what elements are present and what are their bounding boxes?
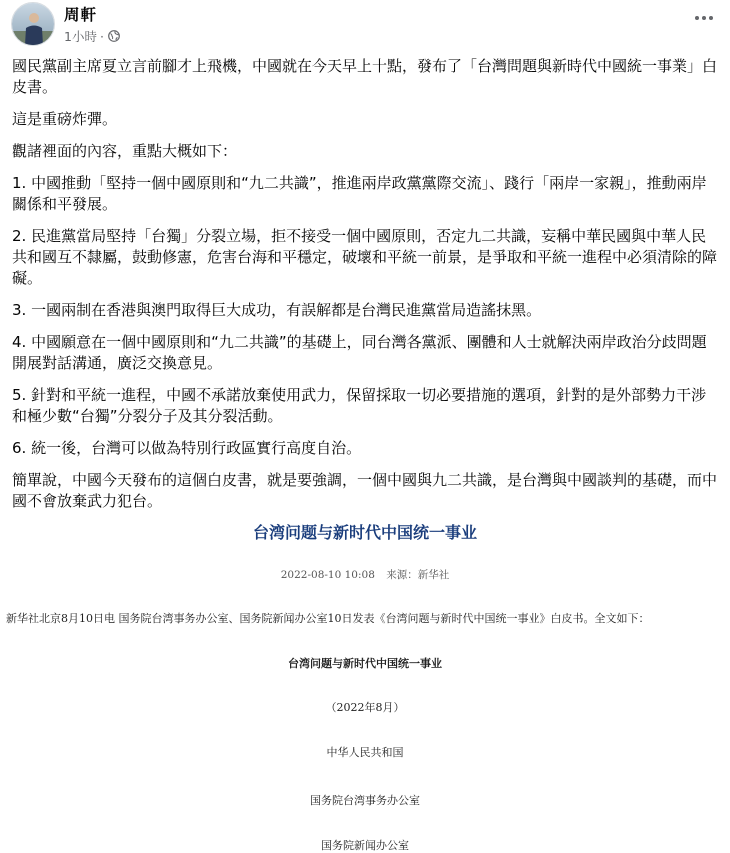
article-source: 来源：新华社 [386,569,450,581]
attached-article-image[interactable] [0,512,730,850]
globe-icon[interactable] [108,30,120,42]
post-paragraph: 2. 民進黨當局堅持「台獨」分裂立場，拒不接受一個中國原則，否定九二共識，妄稱中華民國與中華人民共和國互不隸屬，鼓動修憲，危害台海和平穩定，破壞和平統一前景，是爭取和平統一進程中必須清除的障礙。 [12,227,718,287]
post-header [0,0,730,50]
post-meta [64,27,120,45]
article-doc-date: （2022年8月） [325,701,405,714]
meta-separator: · [99,28,104,44]
post-paragraph: 6. 統一後，台灣可以做為特別行政區實行高度自治。 [12,439,362,457]
article-lead: 新华社北京8月10日电 国务院台湾事务办公室、国务院新闻办公室10日发表《台湾问题与新时代中国统一事业》白皮书。全文如下： [6,612,650,625]
avatar[interactable] [11,2,55,46]
article-datetime: 2022-08-10 10:08 [280,569,375,581]
post-text [12,56,718,523]
article-issuer: 中华人民共和国 [326,746,404,759]
post-paragraph: 觀諸裡面的內容，重點大概如下： [12,142,238,160]
article-title: 台湾问题与新时代中国统一事业 [252,523,477,542]
post-paragraph: 4. 中國願意在一個中國原則和“九二共識”的基礎上，同台灣各黨派、團體和人士就解決兩岸政治分歧問題開展對話溝通，廣泛交換意見。 [12,333,707,372]
article-issuer: 国务院新闻办公室 [321,839,409,852]
post-paragraph: 1. 中國推動「堅持一個中國原則和“九二共識”，推進兩岸政黨黨際交流」、踐行「兩岸一家親」，推動兩岸關係和平發展。 [12,174,707,213]
more-horizontal-icon [694,15,714,21]
post-paragraph: 簡單說，中國今天發布的這個白皮書，就是要強調，一個中國與九二共識，是台灣與中國談判的基礎，而中國不會放棄武力犯台。 [12,471,718,510]
post-paragraph: 5. 針對和平統一進程，中國不承諾放棄使用武力，保留採取一切必要措施的選項，針對的是外部勢力干涉和極少數“台獨”分裂分子及其分裂活動。 [12,386,707,425]
post-paragraph: 3. 一國兩制在香港與澳門取得巨大成功，有誤解都是台灣民進黨當局造謠抹黑。 [12,301,542,319]
avatar-photo [12,3,54,45]
article-issuer: 国务院台湾事务办公室 [310,794,420,807]
more-options-button[interactable] [692,6,716,30]
article-doc-title: 台湾问题与新时代中国统一事业 [288,657,442,670]
post-time[interactable]: 1小時 [64,29,97,44]
article-meta [0,567,730,582]
post-paragraph: 國民黨副主席夏立言前腳才上飛機，中國就在今天早上十點，發布了「台灣問題與新時代中國統一事業」白皮書。 [12,57,718,96]
author-name[interactable]: 周軒 [64,6,98,24]
post-paragraph: 這是重磅炸彈。 [12,110,118,128]
